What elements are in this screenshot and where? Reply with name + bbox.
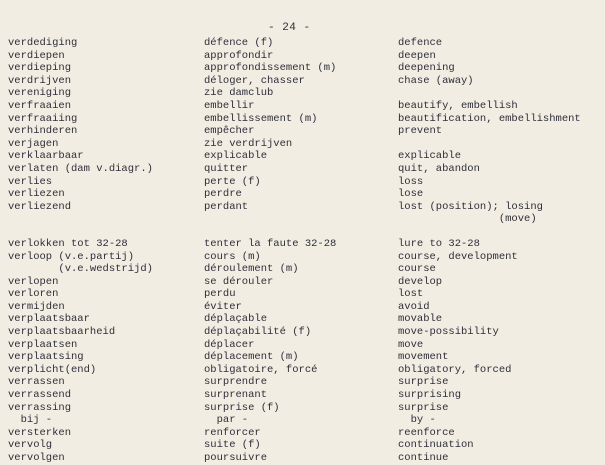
english-term: quit, abandon (398, 162, 480, 175)
english-term: loss (398, 175, 424, 188)
dutch-term: verdrijven (8, 74, 72, 87)
english-term: beautify, embellish (398, 99, 518, 112)
dutch-term: verfraaiing (8, 112, 78, 125)
english-term: course (398, 263, 436, 276)
english-term: by - (398, 414, 436, 427)
french-term: obligatoire, forcé (204, 363, 318, 376)
dutch-term: verplicht(end) (8, 363, 97, 376)
english-term: move-possibility (398, 326, 499, 339)
french-term: poursuivre (204, 452, 268, 464)
english-term: surprising (398, 389, 462, 402)
french-term: éviter (204, 300, 242, 313)
block-spacer (204, 226, 336, 238)
french-term: approfondissement (m) (204, 62, 337, 75)
english-term: movement (398, 351, 449, 364)
english-column (398, 37, 581, 465)
english-term: explicable (398, 150, 462, 163)
dutch-term: verlaten (dam v.diagr.) (8, 162, 153, 175)
dutch-term: verliezen (8, 188, 65, 201)
dutch-term: verplaatsing (8, 351, 84, 364)
dutch-term: versterken (8, 426, 72, 439)
english-term: reenforce (398, 426, 455, 439)
dutch-term: vervolg (8, 439, 53, 452)
dutch-term (8, 213, 153, 226)
french-term: explicable (204, 150, 268, 163)
dutch-term: verklaarbaar (8, 150, 84, 163)
dutch-term: verlokken tot 32-28 (8, 237, 128, 250)
french-term: cours (m) (204, 250, 261, 263)
dutch-term: verrassend (8, 389, 72, 402)
english-term: surprise (398, 401, 449, 414)
dutch-term: verfraaien (8, 99, 72, 112)
dutch-term: vermijden (8, 300, 65, 313)
french-term: embellir (204, 99, 255, 112)
dutch-term: verplaatsbaar (8, 313, 90, 326)
french-term: surprenant (204, 389, 268, 402)
french-term: approfondir (204, 49, 274, 62)
dutch-term: verdieping (8, 62, 72, 75)
dutch-term: verplaatsen (8, 338, 78, 351)
french-term: perdant (204, 200, 249, 213)
english-term: movable (398, 313, 443, 326)
dutch-term: verplaatsbaarheid (8, 326, 116, 339)
dutch-term: verloop (v.e.partij) (8, 250, 135, 263)
english-term: surprise (398, 376, 449, 389)
dutch-term: verjagen (8, 137, 59, 150)
french-term: renforcer (204, 426, 261, 439)
french-term: déplaçable (204, 313, 268, 326)
dutch-term: vereniging (8, 87, 72, 100)
french-term: perte (f) (204, 175, 261, 188)
english-term: continuation (398, 439, 474, 452)
english-term (398, 87, 581, 100)
french-term: perdu (204, 288, 236, 301)
french-term: déroulement (m) (204, 263, 299, 276)
french-term: déplacer (204, 338, 255, 351)
english-term: lose (398, 188, 424, 201)
french-term: embellissement (m) (204, 112, 318, 125)
french-term: zie damclub (204, 87, 274, 100)
french-term: déplacement (m) (204, 351, 299, 364)
dutch-term: verdiepen (8, 49, 65, 62)
dutch-column (8, 37, 153, 465)
english-term: deepening (398, 62, 455, 75)
english-term: continue (398, 452, 449, 464)
dutch-term: verlopen (8, 275, 59, 288)
block-spacer (398, 226, 581, 238)
french-term: tenter la faute 32-28 (204, 237, 337, 250)
french-term: déloger, chasser (204, 74, 305, 87)
french-term: suite (f) (204, 439, 261, 452)
french-term: se dérouler (204, 275, 274, 288)
dutch-term: verlies (8, 175, 53, 188)
french-term: déplaçabilité (f) (204, 326, 312, 339)
english-term: (move) (398, 213, 537, 226)
english-term: lost (position); losing (398, 200, 543, 213)
english-term: prevent (398, 125, 443, 138)
english-term: move (398, 338, 424, 351)
dutch-term: vervolgen (8, 452, 65, 464)
french-term: défence (f) (204, 37, 274, 49)
english-term (398, 138, 581, 151)
page-number: - 24 - (268, 22, 311, 34)
block-spacer (8, 226, 153, 238)
dutch-term: verloren (8, 288, 59, 301)
english-term: deepen (398, 49, 436, 62)
french-term: surprise (f) (204, 401, 280, 414)
english-term: chase (away) (398, 74, 474, 87)
dutch-term: bij - (8, 414, 53, 427)
french-term: empêcher (204, 125, 255, 138)
french-term: quitter (204, 162, 249, 175)
dutch-term: verrassen (8, 376, 65, 389)
french-column (204, 37, 336, 465)
dutch-term: verdediging (8, 37, 78, 49)
english-term: course, development (398, 250, 518, 263)
french-term: perdre (204, 188, 242, 201)
english-term: lost (398, 288, 424, 301)
english-term: defence (398, 37, 443, 49)
english-term: obligatory, forced (398, 363, 512, 376)
french-term: par - (204, 414, 249, 427)
french-term: surprendre (204, 376, 268, 389)
dutch-term: verhinderen (8, 125, 78, 138)
english-term: lure to 32-28 (398, 237, 480, 250)
dutch-term: (v.e.wedstrijd) (8, 263, 153, 276)
english-term: beautification, embellishment (398, 112, 581, 125)
french-term: zie verdrijven (204, 137, 293, 150)
dutch-term: verrassing (8, 401, 72, 414)
dutch-term: verliezend (8, 200, 72, 213)
english-term: avoid (398, 300, 430, 313)
french-term (204, 213, 336, 226)
english-term: develop (398, 275, 443, 288)
